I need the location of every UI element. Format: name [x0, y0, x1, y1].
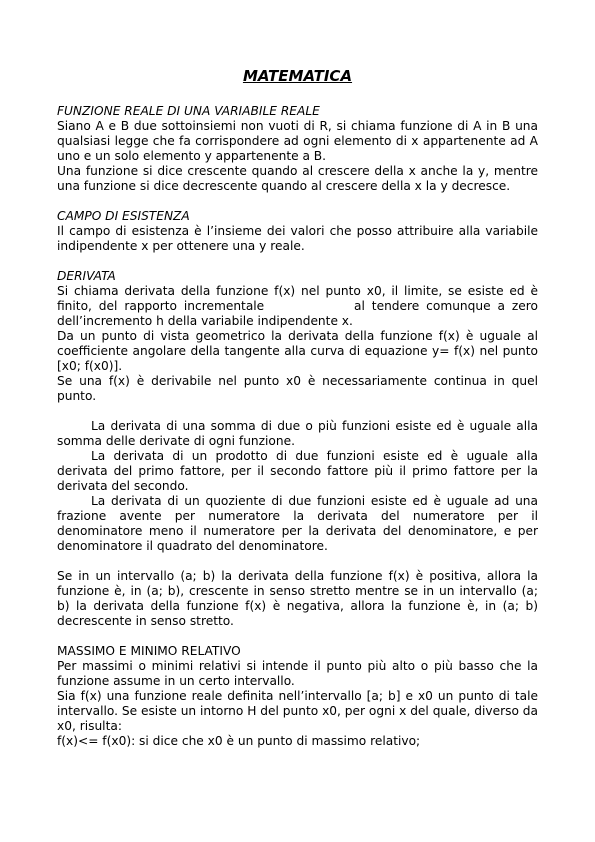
indented-paragraph: La derivata di un prodotto di due funzioni esiste ed è uguale alla derivata del primo fattore, per il secondo fattore più il primo fattore per la derivata del secondo.	[57, 449, 538, 493]
section-heading: MASSIMO E MINIMO RELATIVO	[57, 644, 241, 658]
section-massimo-minimo	[57, 644, 538, 749]
spacer	[57, 554, 538, 569]
paragraph: f(x)<= f(x0): si dice che x0 è un punto di massimo relativo;	[57, 734, 421, 748]
paragraph: Se in un intervallo (a; b) la derivata della funzione f(x) è positiva, allora la funzione è, in (a; b), crescente in senso stretto mentre se in un intervallo (a; b) la derivata della funzione f(x) è negativa, allora la funzione è, in (a; b) decrescente in senso stretto.	[57, 569, 538, 628]
paragraph: Siano A e B due sottoinsiemi non vuoti di R, si chiama funzione di A in B una qualsiasi legge che fa corrispondere ad ogni elemento di x appartenente ad A uno e un solo elemento y appartenente a B.	[57, 119, 538, 163]
paragraph: Per massimi o minimi relativi si intende il punto più alto o più basso che la funzione assume in un certo intervallo.	[57, 659, 538, 688]
indented-paragraph: La derivata di un quoziente di due funzioni esiste ed è uguale ad una frazione avente per numeratore la derivata del numeratore per il denominatore meno il numeratore per la derivata del denominatore, e per denominatore il quadrato del denominatore.	[57, 494, 538, 553]
section-campo-esistenza	[57, 209, 538, 254]
spacer	[57, 404, 538, 419]
paragraph: Se una f(x) è derivabile nel punto x0 è necessariamente continua in quel punto.	[57, 374, 538, 403]
paragraph: Il campo di esistenza è l’insieme dei valori che posso attribuire alla variabile indipendente x per ottenere una y reale.	[57, 224, 538, 253]
section-derivata	[57, 269, 542, 629]
section-heading: DERIVATA	[57, 269, 116, 283]
paragraph: Sia f(x) una funzione reale definita nell’intervallo [a; b] e x0 un punto di tale intervallo. Se esiste un intorno H del punto x0, per ogni x del quale, diverso da x0, risulta:	[57, 689, 538, 733]
section-heading: FUNZIONE REALE DI UNA VARIABILE REALE	[57, 104, 320, 118]
section-funzione-reale	[57, 104, 538, 194]
paragraph: Una funzione si dice crescente quando al crescere della x anche la y, mentre una funzione si dice decrescente quando al crescere della x la y decresce.	[57, 164, 538, 193]
document-title: MATEMATICA	[242, 67, 353, 85]
paragraph: Da un punto di vista geometrico la derivata della funzione f(x) è uguale al coefficiente angolare della tangente alla curva di equazione y= f(x) nel punto [x0; f(x0)].	[57, 329, 538, 373]
document-page	[57, 66, 542, 764]
indented-paragraph: La derivata di una somma di due o più funzioni esiste ed è uguale alla somma delle derivate di ogni funzione.	[57, 419, 538, 448]
paragraph: Si chiama derivata della funzione f(x) nel punto x0, il limite, se esiste ed è finito, del rapporto incrementale al tendere comunque a zero dell’incremento h della variabile indipendente x.	[57, 284, 542, 328]
section-heading: CAMPO DI ESISTENZA	[57, 209, 190, 223]
